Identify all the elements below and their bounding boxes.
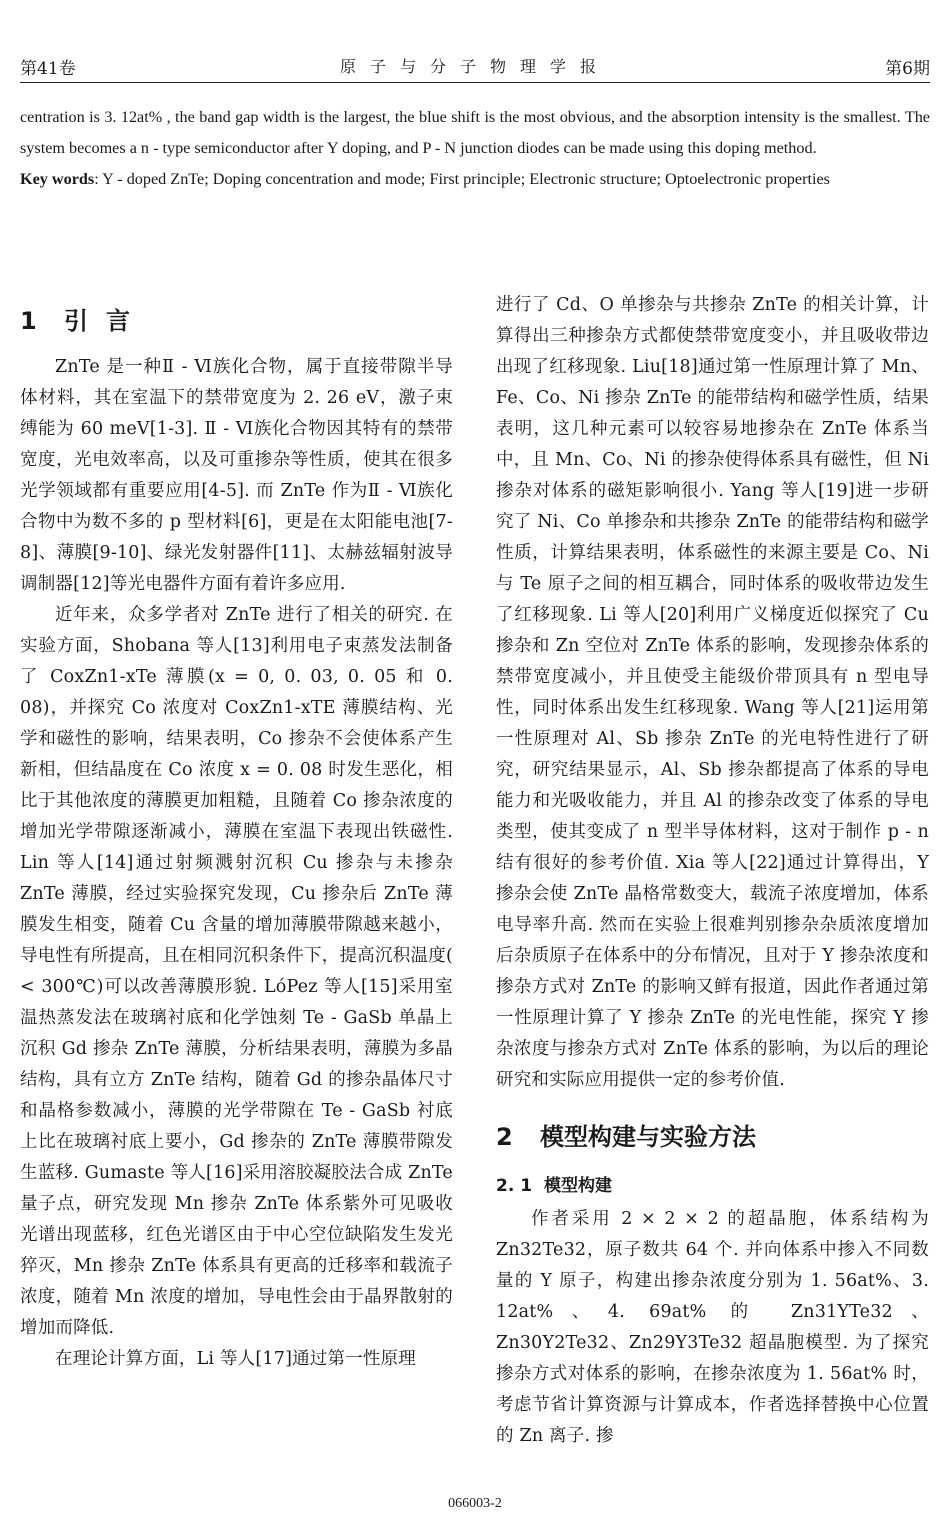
section-1-title: 引言 xyxy=(64,307,148,335)
page-number: 066003-2 xyxy=(448,1496,502,1511)
keywords-text: : Y - doped ZnTe; Doping concentration and mode; First principle; Electronic structure; Optoelectronic properties xyxy=(94,170,830,188)
journal-title: 原子与分子物理学报 xyxy=(339,57,610,76)
section-1-heading xyxy=(20,290,453,352)
volume-label: 第41卷 xyxy=(20,59,76,79)
issue-label: 第6期 xyxy=(885,59,930,79)
section-2-number: 2 xyxy=(496,1123,513,1151)
keywords-label: Key words xyxy=(20,170,95,188)
intro-paragraph-3: 在理论计算方面，Li 等人[17]通过第一性原理 xyxy=(55,1349,417,1369)
left-column xyxy=(20,290,453,1375)
section-2-heading xyxy=(496,1106,929,1168)
intro-paragraph-2: 近年来，众多学者对 ZnTe 进行了相关的研究. 在实验方面，Shobana 等人[13]利用电子束蒸发法制备了 CoxZn1-xTe 薄膜(x = 0, 0. 03, 0. 05 和 0. 08)，并探究 Co 浓度对 CoxZn1-xTE 薄膜结构、光学和磁性的影响，结果表明，Co 掺杂不会使体系产生新相，但结晶度在 Co 浓度 x = 0. 08 时发生恶化，相比于其他浓度的薄膜更加粗糙，且随着 Co 掺杂浓度的增加光学带隙逐渐减小，薄膜在室温下表现出铁磁性. Lin 等人[14]通过射频溅射沉积 Cu 掺杂与未掺杂 ZnTe 薄膜，经过实验探究发现，Cu 掺杂后 ZnTe 薄膜发生相变，随着 Cu 含量的增加薄膜带隙越来越小，导电性有所提高，且在相同沉积条件下，提高沉积温度( < 300℃)可以改善薄膜形貌. LóPez 等人[15]采用室温热蒸发法在玻璃衬底和化学蚀刻 Te - GaSb 单晶上沉积 Gd 掺杂 ZnTe 薄膜，分析结果表明，薄膜为多晶结构，具有立方 ZnTe 结构，随着 Gd 的掺杂晶体尺寸和晶格参数减小，薄膜的光学带隙在 Te - GaSb 衬底上比在玻璃衬底上要小，Gd 掺杂的 ZnTe 薄膜带隙发生蓝移. Gumaste 等人[16]采用溶胶凝胶法合成 ZnTe 量子点，研究发现 Mn 掺杂 ZnTe 体系紫外可见吸收光谱出现蓝移，红色光谱区由于中心空位缺陷发生发光猝灭，Mn 掺杂 ZnTe 体系具有更高的迁移率和载流子浓度，随着 Mn 浓度的增加，导电性会由于晶界散射的增加而降低. xyxy=(20,605,453,1338)
abstract-block xyxy=(20,102,930,195)
running-header xyxy=(20,48,930,83)
intro-paragraph-3-continued: 进行了 Cd、O 单掺杂与共掺杂 ZnTe 的相关计算，计算得出三种掺杂方式都使禁带宽度变小，并且吸收带边出现了红移现象. Liu[18]通过第一性原理计算了 Mn、Fe、Co、Ni 掺杂 ZnTe 的能带结构和磁学性质，结果表明，这几种元素可以较容易地掺杂在 ZnTe 体系当中，且 Mn、Co、Ni 的掺杂使得体系具有磁性，但 Ni 掺杂对体系的磁矩影响很小. Yang 等人[19]进一步研究了 Ni、Co 单掺杂和共掺杂 ZnTe 的能带结构和磁学性质，计算结果表明，体系磁性的来源主要是 Co、Ni 与 Te 原子之间的相互耦合，同时体系的吸收带边发生了红移现象. Li 等人[20]利用广义梯度近似探究了 Cu 掺杂和 Zn 空位对 ZnTe 体系的影响，发现掺杂体系的禁带宽度减小，并且使受主能级价带顶具有 n 型电导性，同时体系出发生红移现象. Wang 等人[21]运用第一性原理对 Al、Sb 掺杂 ZnTe 的光电特性进行了研究，研究结果显示，Al、Sb 掺杂都提高了体系的导电能力和光吸收能力，并且 Al 的掺杂改变了体系的导电类型，使其变成了 n 型半导体材料，这对于制作 p - n 结有很好的参考价值. Xia 等人[22]通过计算得出，Y 掺杂会使 ZnTe 晶格常数变大，载流子浓度增加，体系电导率升高. 然而在实验上很难判别掺杂杂质浓度增加后杂质原子在体系中的分布情况，且对于 Y 掺杂浓度和掺杂方式对 ZnTe 的影响又鲜有报道，因此作者通过第一性原理计算了 Y 掺杂 ZnTe 的光电性能，探究 Y 掺杂浓度与掺杂方式对 ZnTe 体系的影响，为以后的理论研究和实际应用提供一定的参考价值. xyxy=(496,295,929,1090)
section-2-title: 模型构建与实验方法 xyxy=(540,1123,756,1151)
subsection-2-1-heading xyxy=(496,1168,929,1204)
keywords-line xyxy=(20,164,930,195)
right-column xyxy=(496,290,929,1452)
intro-paragraph-1: ZnTe 是一种Ⅱ - Ⅵ族化合物，属于直接带隙半导体材料，其在室温下的禁带宽度为 2. 26 eV，激子束缚能为 60 meV[1-3]. Ⅱ - Ⅵ族化合物因其特有的禁带宽度，光电效率高，以及可重掺杂等性质，使其在很多光学领域都有重要应用[4-5]. 而 ZnTe 作为Ⅱ - Ⅵ族化合物中为数不多的 p 型材料[6]，更是在太阳能电池[7-8]、薄膜[9-10]、绿光发射器件[11]、太赫兹辐射波导调制器[12]等光电器件方面有着许多应用. xyxy=(20,357,453,594)
subsection-2-1-number: 2. 1 xyxy=(496,1176,533,1196)
abstract-text: centration is 3. 12at% , the band gap width is the largest, the blue shift is the most obvious, and the absorption intensity is the smallest. The system becomes a n - type semiconductor after Y doping, and P - N junction diodes can be made using this doping method. xyxy=(20,108,930,157)
section-1-number: 1 xyxy=(20,307,37,335)
model-paragraph: 作者采用 2 × 2 × 2 的超晶胞，体系结构为 Zn32Te32，原子数共 64 个. 并向体系中掺入不同数量的 Y 原子，构建出掺杂浓度分别为 1. 56at%、3. 12at%、4. 69at% 的 Zn31YTe32、Zn30Y2Te32、Zn29Y3Te32 超晶胞模型. 为了探究掺杂方式对体系的影响，在掺杂浓度为 1. 56at% 时，考虑节省计算资源与计算成本，作者选择替换中心位置的 Zn 离子. 掺 xyxy=(496,1209,929,1446)
subsection-2-1-title: 模型构建 xyxy=(544,1176,612,1196)
